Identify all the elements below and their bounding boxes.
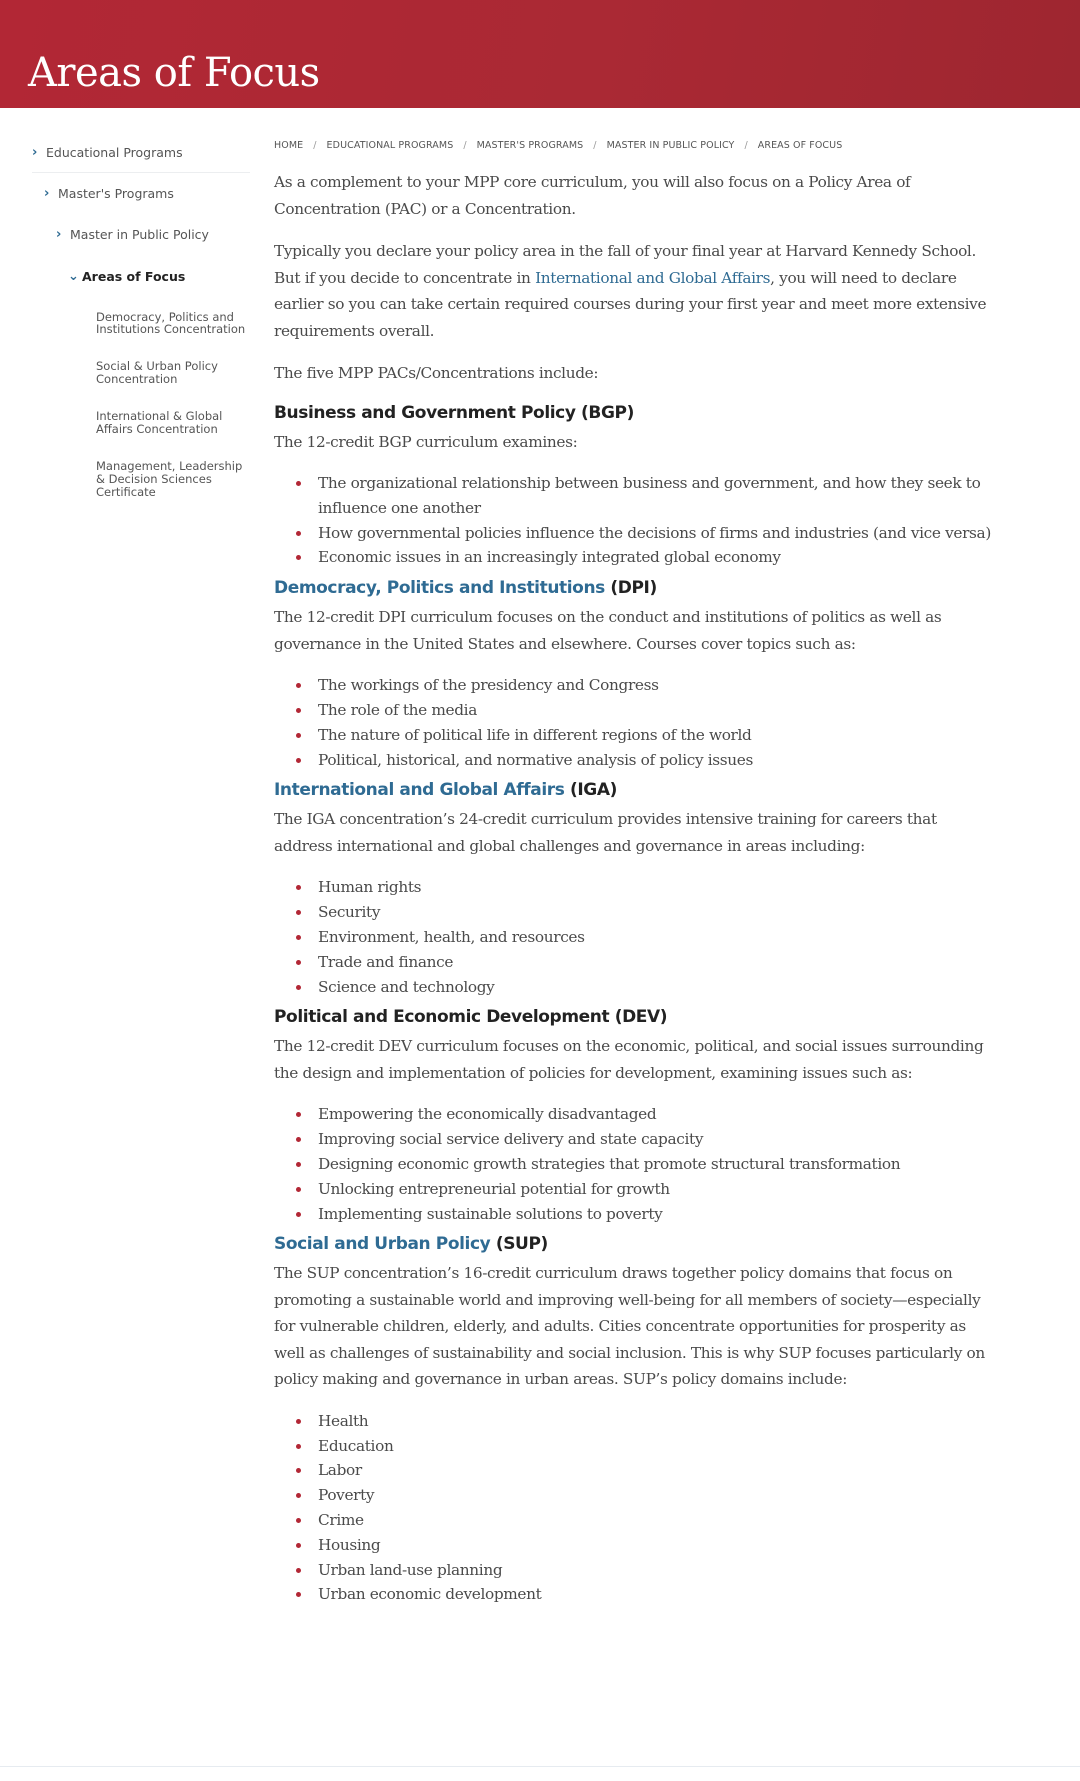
list-item [296,1483,994,1508]
main-content [274,132,994,1615]
bullet-list [274,1409,994,1607]
sidebar-item-label: Master's Programs [58,185,174,201]
page-title: Areas of Focus [28,50,320,96]
section-heading: Business and Government Policy (BGP) [274,402,634,423]
bullet-icon [296,1112,301,1117]
breadcrumb-separator: / [463,140,467,151]
section-description: The 12-credit BGP curriculum examines: [274,432,578,451]
chevron-right-icon: › [32,145,38,160]
bullet-icon [296,1419,301,1424]
list-item [296,1558,994,1583]
bullet-list [274,875,994,999]
sidebar-item-master-in-public-policy[interactable] [32,214,250,256]
bullet-icon [296,935,301,940]
bullet-icon [296,733,301,738]
bullet-icon [296,1444,301,1449]
list-item-text: Urban economic development [318,1585,542,1604]
sidebar-subitem-iga[interactable]: International & Global Affairs Concentration [96,409,223,436]
chevron-right-icon: › [56,227,62,243]
list-item [296,521,994,546]
list-item [296,1582,994,1607]
list-item [296,748,994,773]
list-item [296,1202,994,1227]
breadcrumb-home[interactable]: HOME [274,140,304,151]
list-item-text: The nature of political life in different regions of the world [318,725,752,744]
sidebar-item-label: Educational Programs [46,145,183,160]
list-item-text: Crime [318,1511,364,1530]
section-description: The IGA concentration’s 24-credit curriculum provides intensive training for careers that address international and global challenges and governance in areas including: [274,810,937,855]
list-item-text: Economic issues in an increasingly integrated global economy [318,548,781,567]
bullet-icon [296,555,301,560]
list-item [296,1434,994,1459]
list-item [296,1508,994,1533]
sidebar-subitem-dpi[interactable]: Democracy, Politics and Institutions Concentration [96,309,246,337]
breadcrumb-separator: / [313,140,317,151]
list-item [296,975,994,1000]
list-item [296,925,994,950]
iga-inline-link[interactable]: International and Global Affairs [535,268,771,287]
sidebar-subitem-sup[interactable]: Social & Urban Policy Concentration [96,359,218,387]
list-item-text: Designing economic growth strategies that promote structural transformation [318,1154,901,1173]
bullet-icon [296,1543,301,1548]
sidebar-item-areas-of-focus[interactable] [32,256,250,298]
list-item-text: The workings of the presidency and Congress [318,676,659,695]
bullet-icon [296,960,301,965]
text-span: Typically you declare your policy area in the fall of your final year at Harvard Kennedy School. But if you decide to concentrate in [274,242,976,287]
section-description: The 12-credit DEV curriculum focuses on the economic, political, and social issues surrounding the design and implementation of policies for development, examining issues such as: [274,1037,984,1082]
section-dpi [274,578,994,772]
sidebar-item-masters-programs[interactable] [32,173,250,215]
list-item [296,1533,994,1558]
section-description: The SUP concentration’s 16-credit curriculum draws together policy domains that focus on promoting a sustainable world and improving well-being for all members of society—especially for vulnerable children, elderly, and adults. Cities concentrate opportunities for prosperity as well as challenges of sustainability and social inclusion. This is why SUP focuses particularly on policy making and governance in urban areas. SUP’s policy domains include: [274,1264,985,1389]
bullet-icon [296,1187,301,1192]
bullet-icon [296,1568,301,1573]
list-item [296,1409,994,1434]
section-heading-suffix: (DPI) [604,578,657,599]
page-layout [0,108,1080,1615]
list-item [296,471,994,521]
list-item-text: Security [318,903,381,922]
section-heading [274,780,994,800]
bullet-icon [296,1592,301,1597]
list-item-text: Health [318,1411,369,1430]
intro-paragraph-declare [274,238,994,344]
bullet-icon [296,481,301,486]
section-heading [274,1234,994,1254]
list-item-text: Human rights [318,878,422,897]
section-heading-link[interactable]: Social and Urban Policy [274,1234,491,1255]
breadcrumb-separator: / [593,140,597,151]
bullet-icon [296,1212,301,1217]
section-heading-suffix: (IGA) [564,780,617,801]
sidebar-item-label: Areas of Focus [82,268,186,284]
list-item-text: The organizational relationship between business and government, and how they seek to influence one another [318,474,981,517]
text-span: , you will need to declare earlier so you can take certain required courses during your first year and meet more extensive requirements overall. [274,268,987,340]
list-item-text: Labor [318,1461,362,1480]
list-item-text: Implementing sustainable solutions to poverty [318,1204,663,1223]
list-item-text: How governmental policies influence the decisions of firms and industries (and vice versa) [318,523,991,542]
list-item [296,875,994,900]
bullet-list [274,1102,994,1226]
bullet-icon [296,1518,301,1523]
bullet-icon [296,910,301,915]
breadcrumb-educational-programs[interactable]: EDUCATIONAL PROGRAMS [326,140,454,151]
bullet-icon [296,1137,301,1142]
bullet-icon [296,1468,301,1473]
bullet-icon [296,1162,301,1167]
list-item-text: Science and technology [318,977,495,996]
list-item-text: Unlocking entrepreneurial potential for growth [318,1179,670,1198]
breadcrumb [274,140,994,151]
list-item-text: Education [318,1436,394,1455]
bullet-icon [296,1493,301,1498]
list-item [296,545,994,570]
bullet-icon [296,708,301,713]
sidebar-subitem-mlds[interactable]: Management, Leadership & Decision Sciences Certificate [96,458,243,499]
section-sup [274,1234,994,1607]
breadcrumb-current: AREAS OF FOCUS [757,140,843,151]
list-item [296,673,994,698]
sidebar-item-label: Master in Public Policy [70,227,209,243]
chevron-down-icon: ⌄ [68,268,79,284]
section-description: The 12-credit DPI curriculum focuses on the conduct and institutions of politics as well as governance in the United States and elsewhere. Courses cover topics such as: [274,608,942,653]
list-item-text: Political, historical, and normative analysis of policy issues [318,750,754,769]
section-bgp [274,403,994,571]
bullet-icon [296,985,301,990]
bullet-icon [296,683,301,688]
list-item-text: Trade and finance [318,952,454,971]
section-heading-link[interactable]: International and Global Affairs [274,780,565,801]
list-item [296,1177,994,1202]
list-item [296,950,994,975]
intro-paragraph-list-lead: The five MPP PACs/Concentrations include: [274,364,599,382]
bullet-icon [296,885,301,890]
section-heading [274,578,994,598]
bullet-list [274,471,994,570]
list-item [296,1458,994,1483]
section-heading: Political and Economic Development (DEV) [274,1007,668,1028]
section-iga [274,780,994,999]
sidebar-nav [0,132,274,1615]
footer-divider [0,1766,1080,1767]
bullet-icon [296,758,301,763]
chevron-right-icon: › [44,185,50,201]
bullet-icon [296,531,301,536]
list-item-text: Poverty [318,1486,375,1505]
list-item [296,1152,994,1177]
list-item [296,900,994,925]
sidebar-item-educational-programs[interactable] [32,132,250,173]
list-item-text: Empowering the economically disadvantaged [318,1105,657,1124]
section-heading-suffix: (SUP) [490,1234,548,1255]
list-item-text: The role of the media [318,700,477,719]
intro-paragraph: As a complement to your MPP core curriculum, you will also focus on a Policy Area of Concentration (PAC) or a Concentration. [274,173,911,218]
section-dev [274,1007,994,1226]
list-item [296,1127,994,1152]
section-heading-link[interactable]: Democracy, Politics and Institutions [274,578,605,599]
breadcrumb-master-in-public-policy[interactable]: MASTER IN PUBLIC POLICY [606,140,735,151]
list-item-text: Environment, health, and resources [318,927,585,946]
list-item-text: Improving social service delivery and state capacity [318,1130,704,1149]
list-item [296,723,994,748]
list-item [296,1102,994,1127]
bullet-list [274,673,994,772]
page-hero-banner [0,0,1080,108]
list-item [296,698,994,723]
breadcrumb-separator: / [744,140,748,151]
breadcrumb-masters-programs[interactable]: MASTER'S PROGRAMS [476,140,584,151]
list-item-text: Housing [318,1535,381,1554]
list-item-text: Urban land-use planning [318,1560,503,1579]
